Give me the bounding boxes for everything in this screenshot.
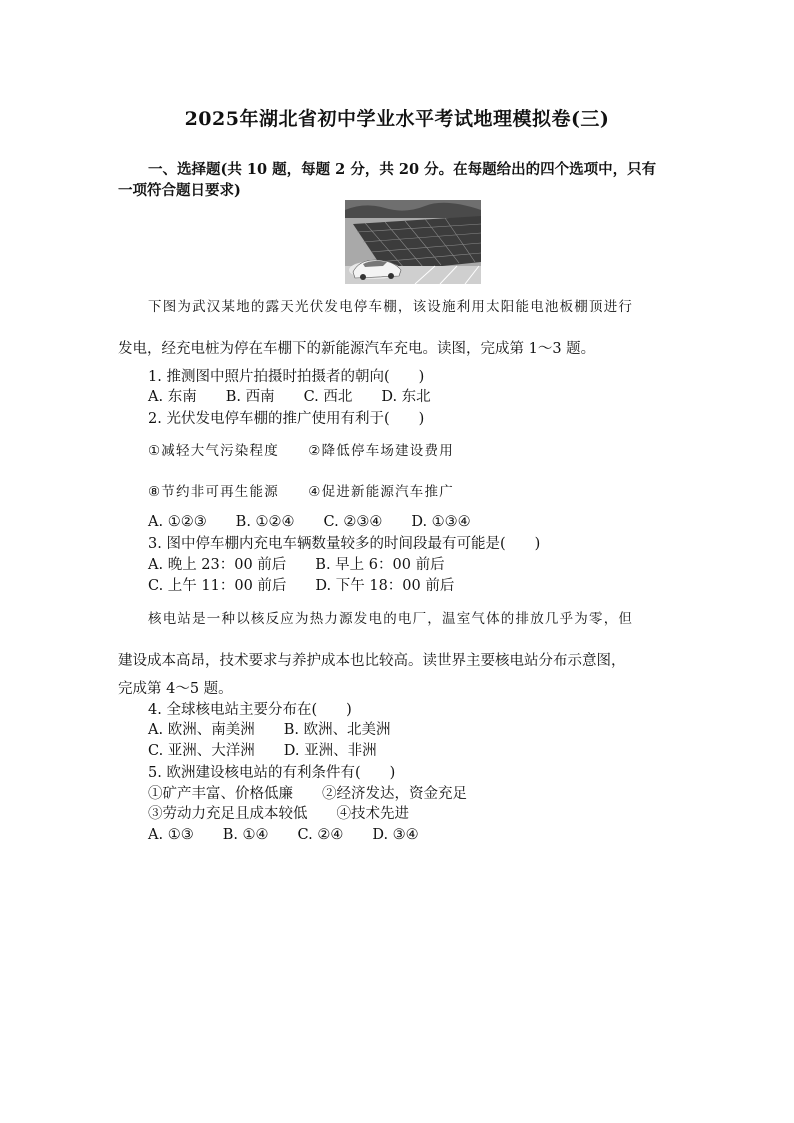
solar-carport-photo-svg [345, 200, 481, 284]
question-4: 4. 全球核电站主要分布在( ) [148, 702, 352, 718]
question-5-items-line2: ③劳动力充足且成本较低 ④技术先进 [148, 806, 409, 822]
section-heading-line1: 一、选择题(共 10 题，每题 2 分，共 20 分。在每题给出的四个选项中，只有 [148, 161, 657, 178]
question-1: 1. 推测图中照片拍摄时拍摄者的朝向( ) [148, 369, 425, 385]
question-4-options-line2: C. 亚洲、大洋洲 D. 亚洲、非洲 [148, 743, 377, 759]
question-1-options: A. 东南 B. 西南 C. 西北 D. 东北 [148, 389, 431, 405]
passage2-line3: 完成第 4～5 题。 [118, 681, 233, 697]
question-5-items-line1: ①矿产丰富、价格低廉 ②经济发达，资金充足 [148, 786, 467, 802]
question-5-options: A. ①③ B. ①④ C. ②④ D. ③④ [148, 827, 419, 843]
exam-title: 2025年湖北省初中学业水平考试地理模拟卷(三) [184, 108, 610, 130]
passage2-line1: 核电站是一种以核反应为热力源发电的电厂，温室气体的排放几乎为零，但 [148, 611, 634, 627]
question-4-options-line1: A. 欧洲、南美洲 B. 欧洲、北美洲 [148, 722, 391, 738]
passage1-line1: 下图为武汉某地的露天光伏发电停车棚，该设施利用太阳能电池板棚顶进行 [148, 299, 634, 315]
question-3-options-line2: C. 上午 11：00 前后 D. 下午 18：00 前后 [148, 578, 455, 594]
question-2-options: A. ①②③ B. ①②④ C. ②③④ D. ①③④ [148, 514, 471, 530]
question-3: 3. 图中停车棚内充电车辆数量较多的时间段最有可能是( ) [148, 536, 541, 552]
question-2: 2. 光伏发电停车棚的推广使用有利于( ) [148, 411, 425, 427]
question-3-options-line1: A. 晚上 23：00 前后 B. 早上 6：00 前后 [148, 557, 445, 573]
passage1-line2: 发电，经充电桩为停在车棚下的新能源汽车充电。读图，完成第 1～3 题。 [118, 341, 596, 357]
passage2-line2: 建设成本高昂，技术要求与养护成本也比较高。读世界主要核电站分布示意图， [118, 653, 626, 669]
section-heading-line2: 一项符合题日要求) [118, 182, 241, 199]
question-5: 5. 欧洲建设核电站的有利条件有( ) [148, 765, 396, 781]
solar-carport-photo [345, 200, 481, 284]
question-2-items-line1: ①减轻大气污染程度 ②降低停车场建设费用 [148, 443, 454, 459]
question-2-items-line2: ⑧节约非可再生能源 ④促进新能源汽车推广 [148, 484, 454, 500]
